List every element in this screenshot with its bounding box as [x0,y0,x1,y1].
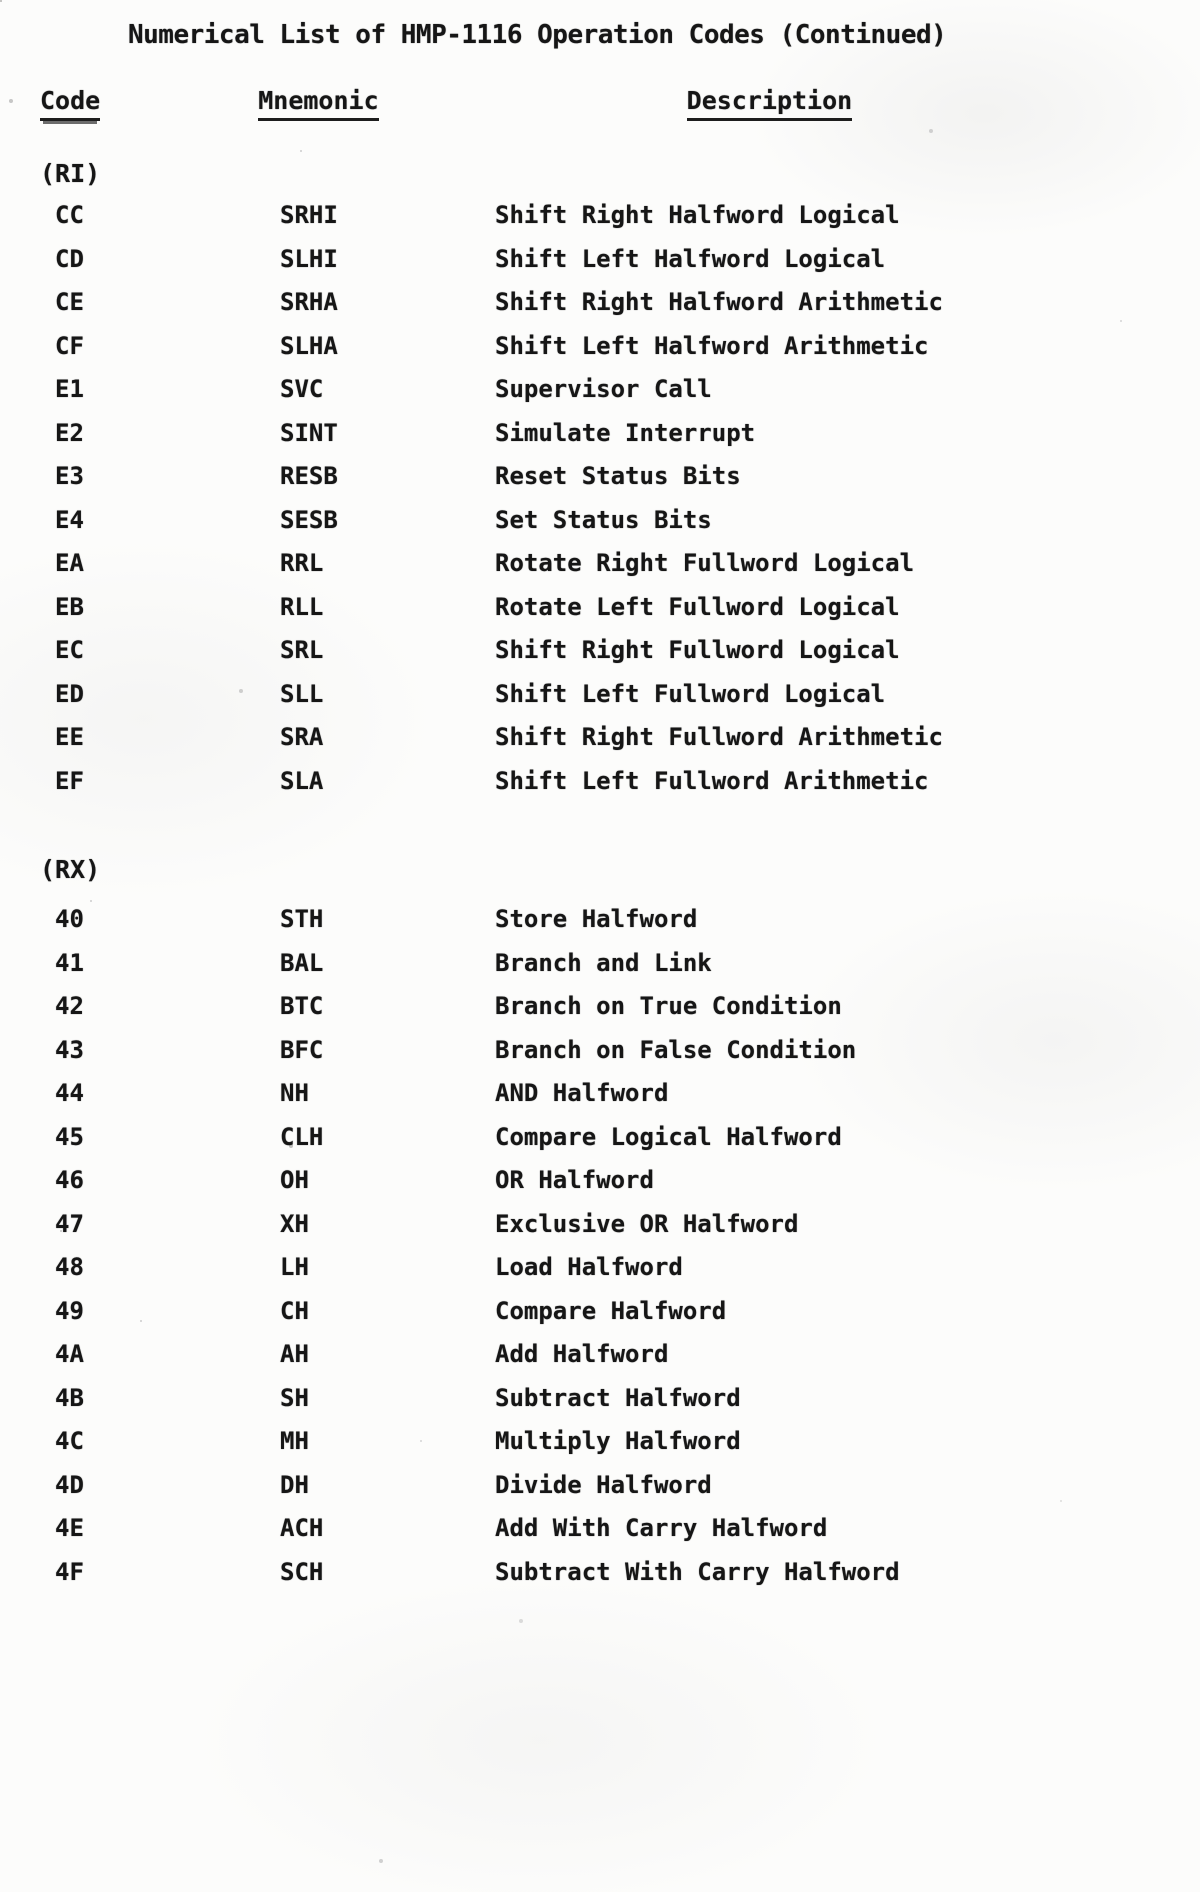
description-cell: OR Halfword [495,1166,654,1194]
mnemonic-cell: SVC [280,375,324,403]
description-cell: Branch and Link [495,948,712,977]
description-cell: Simulate Interrupt [495,418,756,447]
code-cell: 4B [55,1383,84,1412]
table-row [0,1377,1160,1421]
table-row [0,673,1160,717]
op-code-table-rx [0,898,1160,1594]
mnemonic-cell: SRHI [280,201,338,229]
description-cell: Supervisor Call [495,375,712,403]
table-header-row [0,86,1160,121]
description-cell: Shift Right Halfword Logical [495,201,900,229]
table-row [0,716,1160,760]
code-cell: EF [55,766,84,795]
mnemonic-cell: SCH [280,1557,324,1586]
column-header-description: Description [687,86,853,121]
mnemonic-cell: SRL [280,636,324,664]
table-row [0,1029,1160,1073]
code-cell: 4D [55,1470,84,1499]
table-row [0,238,1160,282]
mnemonic-cell: ACH [280,1514,324,1542]
description-cell: Shift Left Halfword Logical [495,244,886,273]
description-cell: Load Halfword [495,1253,683,1281]
description-cell: Branch on True Condition [495,992,842,1020]
code-cell: E2 [55,418,84,447]
description-cell: Divide Halfword [495,1470,712,1499]
code-cell: 40 [55,905,84,933]
description-cell: Rotate Left Fullword Logical [495,592,900,621]
mnemonic-cell: SH [280,1383,309,1412]
code-cell: EB [55,592,84,621]
description-cell: Shift Left Halfword Arithmetic [495,331,929,360]
mnemonic-cell: MH [280,1427,309,1455]
mnemonic-cell: SESB [280,505,338,534]
table-row [0,629,1160,673]
mnemonic-cell: SLL [280,679,324,708]
code-cell: E1 [55,375,84,403]
table-row [0,194,1160,238]
column-header-mnemonic: Mnemonic [258,86,378,121]
code-cell: 43 [55,1035,84,1064]
table-row [0,1420,1160,1464]
mnemonic-cell: SLHA [280,331,338,360]
mnemonic-cell: AH [280,1340,309,1368]
column-header-code: Code [40,86,100,121]
code-cell: 4F [55,1557,84,1586]
description-cell: Compare Logical Halfword [495,1122,842,1151]
description-cell: Shift Left Fullword Logical [495,679,886,708]
table-row [0,1464,1160,1508]
code-cell: 46 [55,1166,84,1194]
mnemonic-cell: XH [280,1209,309,1238]
group-label-rx: (RX) [40,855,101,884]
description-cell: AND Halfword [495,1079,669,1107]
description-cell: Add Halfword [495,1340,669,1368]
description-cell: Subtract With Carry Halfword [495,1557,900,1586]
mnemonic-cell: LH [280,1253,309,1281]
mnemonic-cell: SLA [280,766,324,795]
description-cell: Exclusive OR Halfword [495,1209,799,1238]
table-row [0,499,1160,543]
table-row [0,281,1160,325]
table-row [0,412,1160,456]
table-row [0,1203,1160,1247]
code-cell: CD [55,244,84,273]
table-row [0,1551,1160,1595]
description-cell: Shift Right Fullword Arithmetic [495,723,943,751]
mnemonic-cell: SINT [280,418,338,447]
table-row [0,586,1160,630]
mnemonic-cell: OH [280,1166,309,1194]
description-cell: Subtract Halfword [495,1383,741,1412]
mnemonic-cell: CH [280,1296,309,1325]
code-cell: EC [55,636,84,664]
table-row [0,942,1160,986]
group-label-ri: (RI) [40,159,101,188]
table-row [0,1159,1160,1203]
description-cell: Branch on False Condition [495,1035,857,1064]
mnemonic-cell: BTC [280,992,324,1020]
op-code-table-ri [0,194,1160,803]
mnemonic-cell: SLHI [280,244,338,273]
code-cell: 45 [55,1122,84,1151]
table-row [0,985,1160,1029]
table-row [0,1507,1160,1551]
table-row [0,455,1160,499]
code-cell: ED [55,679,84,708]
code-cell: E4 [55,505,84,534]
mnemonic-cell: STH [280,905,324,933]
mnemonic-cell: RRL [280,549,324,577]
table-row [0,760,1160,804]
code-cell: 41 [55,948,84,977]
table-row [0,1116,1160,1160]
mnemonic-cell: RESB [280,462,338,490]
table-row [0,325,1160,369]
code-cell: CC [55,201,84,229]
code-cell: 44 [55,1079,84,1107]
mnemonic-cell: SRA [280,723,324,751]
code-cell: 4E [55,1514,84,1542]
code-cell: 4C [55,1427,84,1455]
table-row [0,542,1160,586]
description-cell: Shift Right Fullword Logical [495,636,900,664]
table-row [0,368,1160,412]
table-row [0,1072,1160,1116]
mnemonic-cell: NH [280,1079,309,1107]
description-cell: Add With Carry Halfword [495,1514,828,1542]
table-row [0,1333,1160,1377]
description-cell: Shift Left Fullword Arithmetic [495,766,929,795]
description-cell: Set Status Bits [495,505,712,534]
description-cell: Multiply Halfword [495,1427,741,1455]
code-cell: E3 [55,462,84,490]
code-cell: CE [55,288,84,316]
mnemonic-cell: DH [280,1470,309,1499]
mnemonic-cell: SRHA [280,288,338,316]
mnemonic-cell: BFC [280,1035,324,1064]
code-cell: 48 [55,1253,84,1281]
code-cell: 42 [55,992,84,1020]
table-row [0,898,1160,942]
code-cell: 4A [55,1340,84,1368]
table-row [0,1290,1160,1334]
description-cell: Shift Right Halfword Arithmetic [495,288,943,316]
code-cell: 49 [55,1296,84,1325]
mnemonic-cell: RLL [280,592,324,621]
description-cell: Reset Status Bits [495,462,741,490]
page-title: Numerical List of HMP-1116 Operation Codes (Continued) [128,20,947,50]
code-cell: EA [55,549,84,577]
description-cell: Rotate Right Fullword Logical [495,549,915,577]
description-cell: Store Halfword [495,905,698,933]
code-cell: EE [55,723,84,751]
table-row [0,1246,1160,1290]
code-cell: CF [55,331,84,360]
description-cell: Compare Halfword [495,1296,727,1325]
code-cell: 47 [55,1209,84,1238]
mnemonic-cell: BAL [280,948,324,977]
mnemonic-cell: CLH [280,1122,324,1151]
